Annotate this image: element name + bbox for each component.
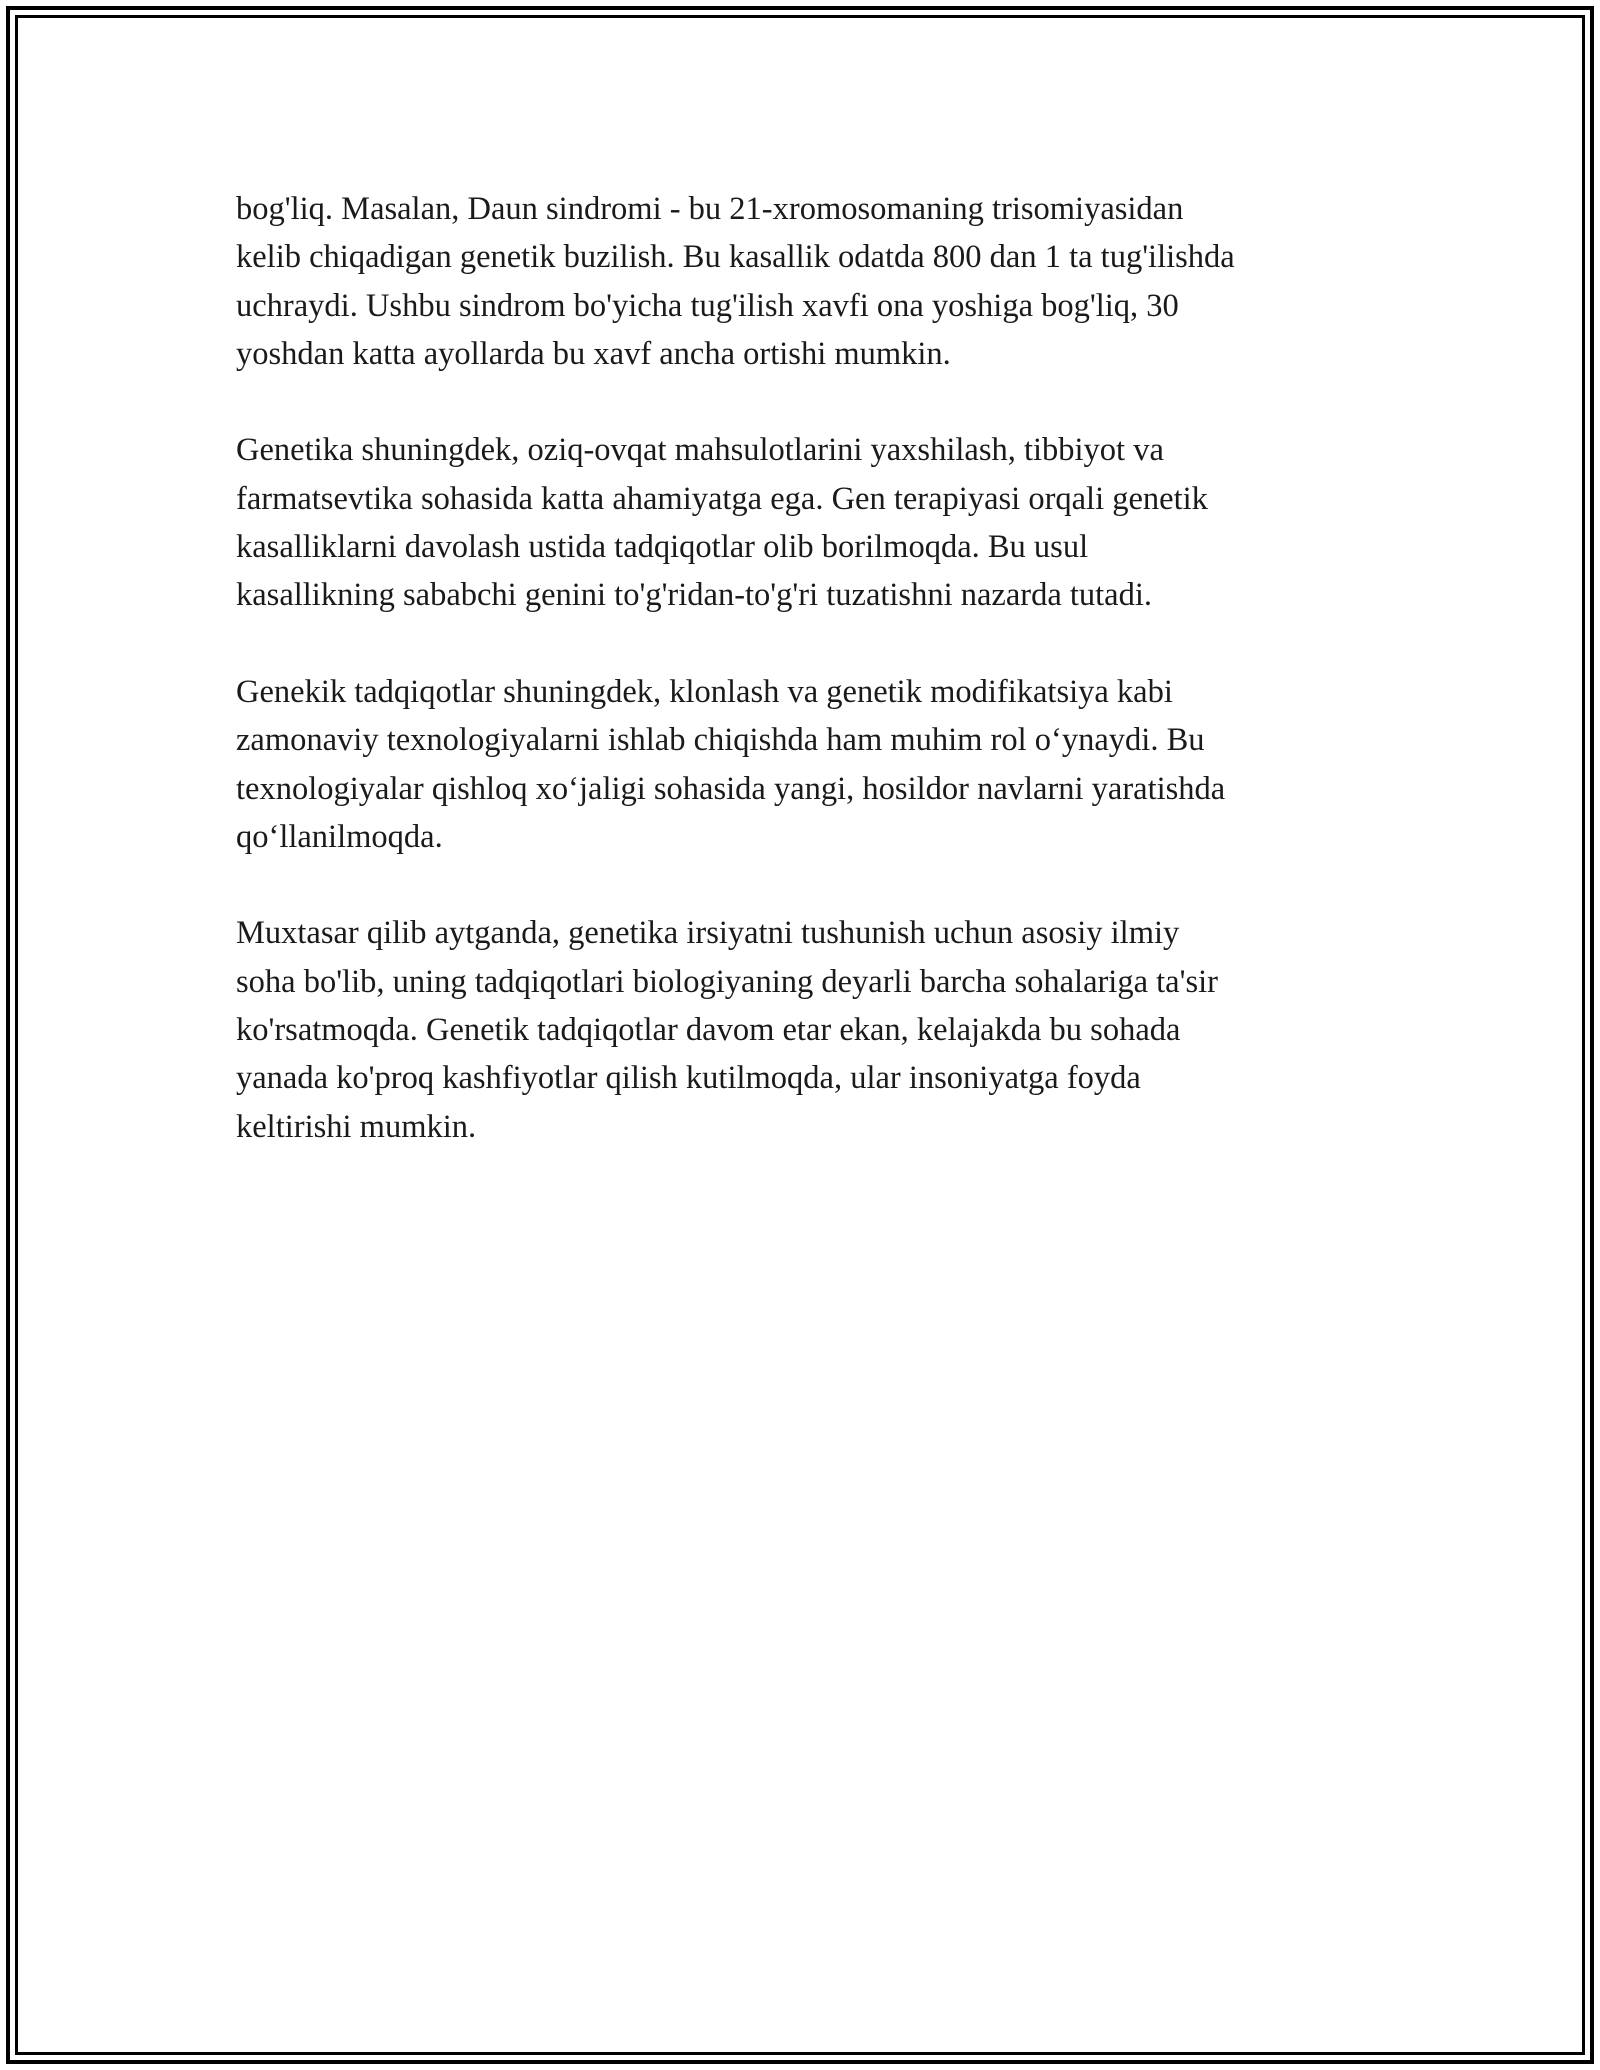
paragraph-2: Genetika shuningdek, oziq-ovqat mahsulotlarini yaxshilash, tibbiyot va farmatsevtika sohasida katta ahamiyatga ega. Gen terapiyasi orqali genetik kasalliklarni davolash ustida tadqiqotlar olib borilmoqda. Bu usul kasallikning sababchi genini to'g'ridan-to'g'ri tuzatishni nazarda tutadi. [236,432,1208,614]
paragraph-3: Genekik tadqiqotlar shuningdek, klonlash va genetik modifikatsiya kabi zamonaviy texnologiyalarni ishlab chiqishda ham muhim rol o‘ynaydi. Bu texnologiyalar qishloq xo‘jaligi sohasida yangi, hosildor navlarni yaratishda qo‘llanilmoqda. [236,673,1226,855]
paragraph-4: Muxtasar qilib aytganda, genetika irsiyatni tushunish uchun asosiy ilmiy soha bo'lib, uning tadqiqotlari biologiyaning deyarli barcha sohalariga ta'sir ko'rsatmoqda. Genetik tadqiqotlar davom etar ekan, kelajakda bu sohada yanada ko'proq kashfiyotlar qilish kutilmoqda, ular insoniyatga foyda keltirishi mumkin. [236,915,1218,1145]
paragraph-1: bog'liq. Masalan, Daun sindromi - bu 21-xromosomaning trisomiyasidan kelib chiqadigan genetik buzilish. Bu kasallik odatda 800 dan 1 ta tug'ilishda uchraydi. Ushbu sindrom bo'yicha tug'ilish xavfi ona yoshiga bog'liq, 30 yoshdan katta ayollarda bu xavf ancha ortishi mumkin. [236,191,1235,372]
document-body [236,185,1376,1199]
